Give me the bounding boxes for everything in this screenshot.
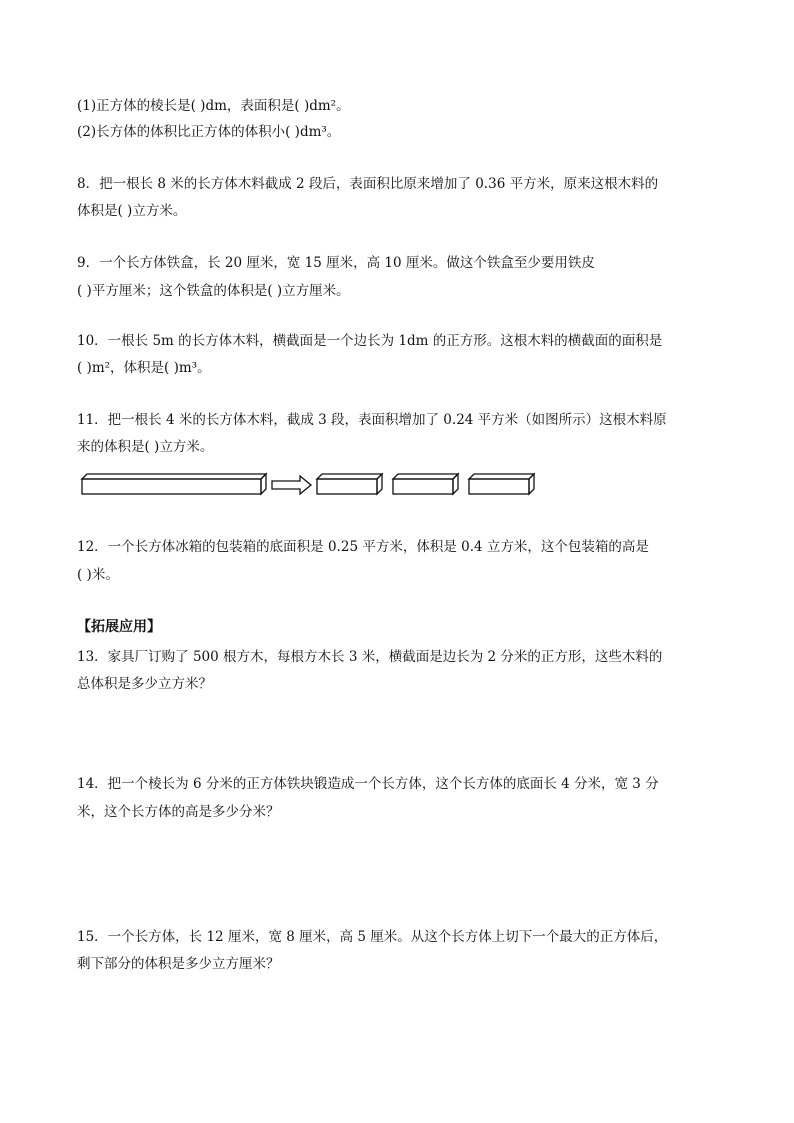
question-12-line-1: 12．一个长方体冰箱的包装箱的底面积是 0.25 平方米，体积是 0.4 立方米，这个包装箱的高是 (77, 539, 649, 555)
question-9-line-1: 9．一个长方体铁盒，长 20 厘米，宽 15 厘米，高 10 厘米。做这个铁盒至少要用铁皮 (77, 255, 595, 271)
long-cuboid (82, 474, 266, 494)
question-7-part-1: (1)正方体的棱长是( )dm，表面积是( )dm²。 (77, 98, 350, 114)
question-11-line-1: 11．把一根长 4 米的长方体木料，截成 3 段，表面积增加了 0.24 平方米（如图所示）这根木料原 (77, 412, 667, 428)
question-10-line-2: ( )m²，体积是( )m³。 (77, 360, 211, 376)
question-8-line-1: 8．把一根长 8 米的长方体木料截成 2 段后，表面积比原来增加了 0.36 平方米，原来这根木料的 (77, 176, 659, 192)
question-7-part-2: (2)长方体的体积比正方体的体积小( )dm³。 (77, 124, 341, 140)
piece-2 (393, 474, 458, 494)
question-11-line-2: 来的体积是( )立方米。 (77, 439, 214, 455)
question-14-line-2: 米，这个长方体的高是多少分米？ (77, 804, 280, 820)
cutting-diagram (80, 470, 540, 500)
right-arrow (272, 476, 311, 494)
question-13-line-1: 13．家具厂订购了 500 根方木，每根方木长 3 米，横截面是边长为 2 分米的正方形，这些木料的 (77, 649, 663, 665)
piece-1 (317, 474, 382, 494)
question-8-line-2: 体积是( )立方米。 (77, 203, 187, 219)
question-14-line-1: 14．把一个棱长为 6 分米的正方体铁块锻造成一个长方体，这个长方体的底面长 4 分米，宽 3 分 (77, 776, 659, 792)
question-13-line-2: 总体积是多少立方米？ (77, 676, 212, 692)
section-heading: 【拓展应用】 (77, 619, 161, 635)
question-10-line-1: 10．一根长 5m 的长方体木料，横截面是一个边长为 1dm 的正方形。这根木料的横截面的面积是 (77, 333, 663, 349)
question-15-line-1: 15．一个长方体，长 12 厘米，宽 8 厘米，高 5 厘米。从这个长方体上切下一个最大的正方体后， (77, 929, 668, 945)
question-9-line-2: ( )平方厘米；这个铁盒的体积是( )立方厘米。 (77, 283, 350, 299)
question-15-line-2: 剩下部分的体积是多少立方厘米？ (77, 956, 280, 972)
piece-3 (469, 474, 534, 494)
question-12-line-2: ( )米。 (77, 567, 119, 583)
